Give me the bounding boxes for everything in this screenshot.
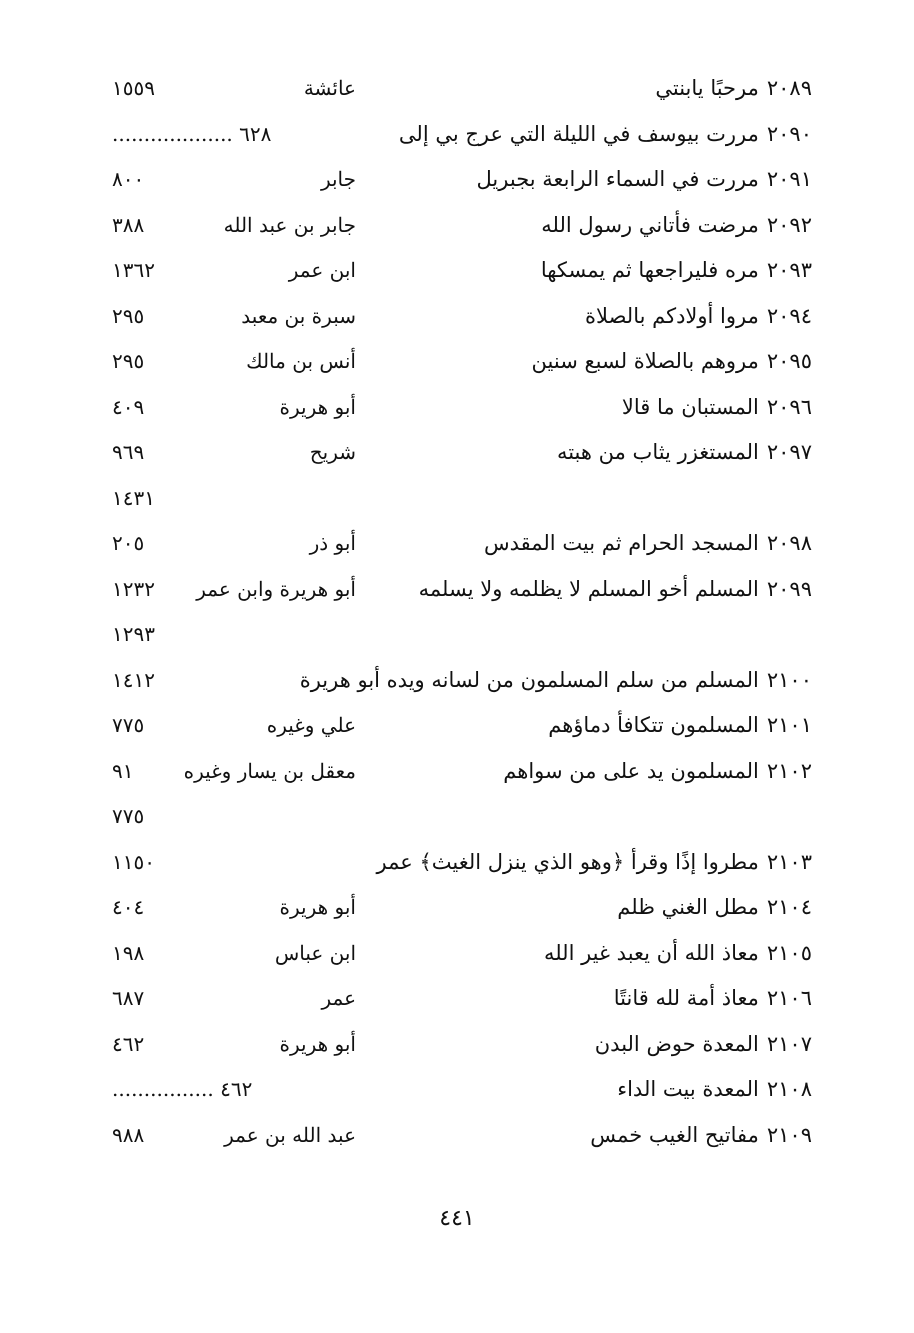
hadith-entry [484, 531, 812, 555]
narrator: عائشة [303, 76, 356, 100]
hadith-text: مره فليراجعها ثم يمسكها [540, 258, 759, 282]
hadith-entry [377, 850, 812, 874]
page-reference: ٩٨٨ [112, 1122, 145, 1147]
index-row [100, 614, 812, 660]
narrator: أبو هريرة وابن عمر [196, 576, 356, 601]
hadith-entry [595, 1032, 812, 1056]
hadith-text: المعدة حوض البدن [594, 1031, 759, 1056]
entry-number: ٢٠٩٣ [766, 258, 812, 282]
narrator: ابن عمر [288, 258, 356, 282]
page-reference: ٤٠٤ [112, 895, 145, 919]
entry-number: ٢١٠٢ [766, 758, 812, 783]
page-reference: ١٤٣١ [112, 485, 155, 510]
narrator: جابر [320, 167, 356, 191]
hadith-entry [477, 167, 812, 191]
hadith-text: المسجد الحرام ثم بيت المقدس [483, 531, 759, 555]
entry-number: ٢٠٩١ [766, 167, 812, 191]
page-reference: ٢٠٥ [112, 531, 145, 555]
hadith-text: مطل الغني ظلم [617, 895, 759, 919]
index-row [100, 478, 812, 524]
index-row [100, 796, 812, 842]
page-reference: ١٩٨ [112, 940, 145, 965]
narrator: عبد الله بن عمر [224, 1122, 356, 1147]
hadith-text: مروا أولادكم بالصلاة [585, 303, 759, 328]
hadith-text: المسلمون تتكافأ دماؤهم [548, 713, 759, 737]
hadith-text: معاذ أمة لله قانتًا [613, 986, 759, 1010]
page-reference: ١١٥٠ [112, 849, 155, 874]
hadith-entry [399, 122, 812, 146]
hadith-text: مروهم بالصلاة لسبع سنين [531, 349, 759, 373]
page-reference: ٢٩٥ [112, 303, 145, 328]
page-reference: ٤٦٢ ................ [112, 1077, 253, 1101]
index-row [100, 887, 812, 933]
hadith-text: مطروا إذًا وقرأ ﴿وهو الذي ينزل الغيث﴾ عمر [376, 849, 759, 874]
hadith-text: مررت بيوسف في الليلة التي عرج بي إلى [398, 121, 759, 146]
hadith-entry [541, 213, 812, 237]
index-row [100, 68, 812, 114]
page-reference: ١٥٥٩ [112, 76, 155, 100]
entry-number: ٢١٠٥ [766, 940, 812, 965]
hadith-entry [557, 440, 812, 464]
hadith-entry [419, 577, 812, 601]
index-row [100, 250, 812, 296]
entry-number: ٢١٠٣ [766, 849, 812, 874]
page-reference: ٣٨٨ [112, 212, 145, 237]
hadith-text: المسلمون يد على من سواهم [503, 758, 759, 783]
index-row [100, 660, 812, 706]
page-reference: ٧٧٥ [112, 713, 145, 737]
hadith-entry [590, 1123, 812, 1147]
page-reference: ٦٢٨ ................... [112, 121, 272, 146]
entry-number: ٢٠٩٧ [766, 440, 812, 464]
hadith-text: المسلم أخو المسلم لا يظلمه ولا يسلمه [418, 576, 759, 601]
hadith-entry [541, 258, 812, 282]
page-reference: ١٣٦٢ [112, 258, 155, 282]
entry-number: ٢١٠٨ [766, 1077, 812, 1101]
narrator: أبو هريرة [279, 394, 356, 419]
narrator: جابر بن عبد الله [223, 212, 356, 237]
index-row [100, 159, 812, 205]
entry-number: ٢١٠٩ [766, 1122, 812, 1147]
entry-number: ٢١٠٠ [766, 667, 812, 692]
index-row [100, 387, 812, 433]
narrator: سبرة بن معبد [241, 303, 356, 328]
entry-number: ٢٠٩٠ [766, 121, 812, 146]
page-reference: ١٤١٢ [112, 667, 155, 692]
page-reference: ١٢٣٢ [112, 576, 155, 601]
index-row [100, 205, 812, 251]
entry-number: ٢١٠٧ [766, 1031, 812, 1056]
page-reference: ٤٦٢ [112, 1031, 145, 1056]
narrator: شريح [309, 440, 356, 464]
hadith-text: معاذ الله أن يعبد غير الله [543, 940, 759, 965]
index-row [100, 705, 812, 751]
narrator: أبو هريرة [279, 895, 356, 919]
index-row [100, 751, 812, 797]
index-row [100, 432, 812, 478]
hadith-text: مرحبًا يابنتي [655, 76, 759, 100]
hadith-text: المسلم من سلم المسلمون من لسانه ويده أبو هريرة [299, 667, 759, 692]
hadith-entry [544, 941, 812, 965]
hadith-text: المعدة بيت الداء [617, 1077, 759, 1101]
hadith-text: المستبان ما قالا [621, 394, 759, 419]
entry-number: ٢٠٩٢ [766, 212, 812, 237]
entry-number: ٢٠٩٨ [766, 531, 812, 555]
hadith-entry [532, 349, 812, 373]
page-reference: ٨٠٠ [112, 167, 145, 191]
page-reference: ١٢٩٣ [112, 622, 155, 646]
page-reference: ٤٠٩ [112, 394, 145, 419]
page-number: ٤٤١ [439, 1206, 475, 1231]
hadith-entry [655, 76, 812, 100]
narrator: أبو ذر [309, 531, 356, 555]
narrator: معقل بن يسار وغيره [183, 758, 356, 783]
page-reference: ٢٩٥ [112, 349, 145, 373]
index-row [100, 1024, 812, 1070]
hadith-entry [617, 895, 812, 919]
hadith-entry [617, 1077, 812, 1101]
index-row [100, 978, 812, 1024]
hadith-entry [585, 304, 812, 328]
entry-number: ٢٠٩٥ [766, 349, 812, 373]
hadith-text: المستغزر يثاب من هبته [556, 440, 759, 464]
entry-number: ٢١٠٤ [766, 895, 812, 919]
entry-number: ٢٠٩٩ [766, 576, 812, 601]
entry-number: ٢٠٨٩ [766, 76, 812, 100]
hadith-index-list [100, 68, 812, 1160]
entry-number: ٢١٠١ [766, 713, 812, 737]
index-row [100, 523, 812, 569]
hadith-text: مرضت فأتاني رسول الله [541, 212, 759, 237]
hadith-entry [503, 759, 812, 783]
page-reference: ٩٦٩ [112, 440, 145, 464]
narrator: أبو هريرة [279, 1031, 356, 1056]
hadith-entry [548, 713, 812, 737]
page-reference: ٩١ [112, 758, 134, 783]
index-row [100, 933, 812, 979]
hadith-entry [300, 668, 812, 692]
hadith-text: مفاتيح الغيب خمس [590, 1122, 759, 1147]
entry-number: ٢٠٩٦ [766, 394, 812, 419]
entry-number: ٢١٠٦ [766, 986, 812, 1010]
narrator: عمر [321, 986, 356, 1010]
index-row [100, 1115, 812, 1161]
index-row [100, 296, 812, 342]
hadith-entry [622, 395, 812, 419]
hadith-entry [614, 986, 812, 1010]
index-row [100, 341, 812, 387]
index-row [100, 569, 812, 615]
narrator: ابن عباس [274, 940, 356, 965]
page-reference: ٦٨٧ [112, 986, 145, 1010]
index-row [100, 842, 812, 888]
hadith-text: مررت في السماء الرابعة بجبريل [476, 167, 759, 191]
page-reference: ٧٧٥ [112, 804, 145, 828]
entry-number: ٢٠٩٤ [766, 303, 812, 328]
index-row [100, 114, 812, 160]
narrator: علي وغيره [266, 713, 356, 737]
narrator: أنس بن مالك [246, 349, 356, 373]
index-row [100, 1069, 812, 1115]
